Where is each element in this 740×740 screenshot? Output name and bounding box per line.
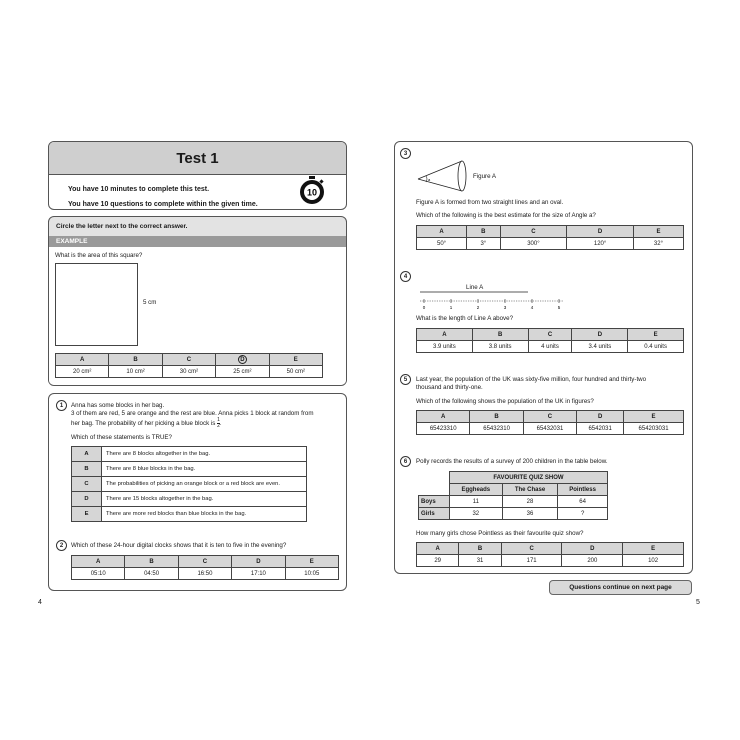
statement-text: There are 15 blocks altogether in the bag.	[102, 492, 307, 507]
q2-question: Which of these 24-hour digital clocks shows that it is ten to five in the evening?	[71, 542, 287, 549]
answer-value: 171	[501, 555, 562, 567]
answer-letter[interactable]: D	[562, 543, 623, 555]
answer-value: 4 units	[528, 341, 572, 353]
answer-value: 102	[623, 555, 684, 567]
column-header: Eggheads	[449, 484, 502, 496]
q5-answer-table	[416, 410, 684, 435]
answer-letter[interactable]: B	[467, 226, 501, 238]
q6-question: How many girls chose Pointless as their favourite quiz show?	[416, 530, 584, 537]
answer-letter[interactable]: D	[567, 226, 634, 238]
fraction: $\frac{1}{2}$	[217, 417, 220, 429]
table-cell: ?	[558, 508, 608, 520]
timer-label: 10	[306, 187, 318, 198]
answer-letter[interactable]: C	[501, 543, 562, 555]
answer-value: 200	[562, 555, 623, 567]
q3-question: Which of the following is the best estimate for the size of Angle a?	[416, 212, 596, 219]
statement-letter[interactable]: B	[72, 462, 102, 477]
answer-letter[interactable]: A	[417, 329, 473, 341]
answer-letter[interactable]: D	[232, 556, 285, 568]
q1-statements-table	[71, 446, 307, 522]
q1-text-line: 3 of them are red, 5 are orange and the rest are blue. Anna picks 1 block at random from	[71, 410, 314, 417]
question-number: 1	[56, 400, 67, 411]
question-number: 2	[56, 540, 67, 551]
quiz-survey-table	[418, 471, 608, 520]
q1-text-line: her bag. The probability of her picking a blue block is $\frac{1}{2}$ .	[71, 417, 222, 429]
answer-letter[interactable]: E	[623, 543, 684, 555]
page-number: 5	[696, 599, 700, 606]
square-figure	[55, 263, 138, 346]
question-number: 6	[400, 456, 411, 467]
answer-value: 3.4 units	[572, 341, 628, 353]
answer-letter[interactable]: B	[472, 329, 528, 341]
q5-question: Which of the following shows the population of the UK in figures?	[416, 398, 594, 405]
answer-value: 65423310	[417, 423, 470, 435]
q3-answer-table	[416, 225, 684, 250]
answer-letter[interactable]: D	[577, 411, 624, 423]
table-title: FAVOURITE QUIZ SHOW	[449, 472, 607, 484]
number-line	[418, 290, 568, 310]
angle-label: a	[428, 177, 431, 182]
instruction-line: You have 10 minutes to complete this test.	[68, 186, 210, 193]
answer-letter[interactable]: C	[500, 226, 567, 238]
answer-value: 50 cm²	[269, 366, 322, 378]
q1-question: Which of these statements is TRUE?	[71, 434, 172, 441]
q1-text	[71, 402, 341, 429]
q2-answer-table	[71, 555, 339, 580]
tick-label: 3	[503, 305, 507, 310]
example-answer-table	[55, 353, 323, 378]
column-header: The Chase	[502, 484, 557, 496]
answer-value: 10:05	[285, 568, 338, 580]
answer-value: 300°	[500, 238, 567, 250]
example-question: What is the area of this square?	[55, 252, 143, 259]
q1-text-line: Anna has some blocks in her bag.	[71, 402, 165, 409]
question-number: 4	[400, 271, 411, 282]
answer-value: 6542031	[577, 423, 624, 435]
answer-value: 65432031	[523, 423, 576, 435]
questions-continue-banner: Questions continue on next page	[549, 580, 692, 595]
tick-label: 1	[449, 305, 453, 310]
answer-letter[interactable]: C	[178, 556, 231, 568]
answer-letter[interactable]: B	[470, 411, 523, 423]
answer-value: 31	[459, 555, 501, 567]
answer-value: 29	[417, 555, 459, 567]
answer-letter[interactable]: E	[628, 329, 684, 341]
answer-value: 30 cm²	[162, 366, 215, 378]
answer-value: 10 cm²	[109, 366, 162, 378]
tick-label: 0	[422, 305, 426, 310]
page-title: Test 1	[49, 142, 346, 175]
answer-letter[interactable]: E	[269, 354, 322, 366]
stopwatch-icon	[297, 175, 327, 205]
answer-value: 04:50	[125, 568, 178, 580]
square-side-label: 5 cm	[143, 299, 157, 306]
figure-label: Figure A	[473, 173, 497, 180]
q5-text-line: Last year, the population of the UK was sixty-five million, four hundred and thirty-two	[416, 376, 647, 383]
statement-text: There are 8 blue blocks in the bag.	[102, 462, 307, 477]
answer-letter[interactable]: A	[72, 556, 125, 568]
statement-letter[interactable]: A	[72, 447, 102, 462]
answer-value: 20 cm²	[56, 366, 109, 378]
tick-label: 5	[557, 305, 561, 310]
answer-value: 65432310	[470, 423, 523, 435]
example-instruction: Circle the letter next to the correct answer.	[56, 223, 188, 230]
answer-value: 0.4 units	[628, 341, 684, 353]
answer-value: 05:10	[72, 568, 125, 580]
answer-letter[interactable]: C	[523, 411, 576, 423]
row-header: Girls	[419, 508, 450, 520]
answer-letter[interactable]: E	[633, 226, 683, 238]
test-instructions	[68, 182, 258, 210]
answer-value: 3°	[467, 238, 501, 250]
answer-letter[interactable]: E	[285, 556, 338, 568]
answer-letter[interactable]: C	[528, 329, 572, 341]
row-header: Boys	[419, 496, 450, 508]
statement-text: There are 8 blocks altogether in the bag.	[102, 447, 307, 462]
table-cell: 11	[449, 496, 502, 508]
q3-text: Figure A is formed from two straight lines and an oval.	[416, 199, 564, 206]
answer-value: 120°	[567, 238, 634, 250]
column-header: Pointless	[558, 484, 608, 496]
q5-text-line: thousand and thirty-one.	[416, 384, 483, 391]
statement-letter[interactable]: C	[72, 477, 102, 492]
q6-answer-table	[416, 542, 684, 567]
question-number: 5	[400, 374, 411, 385]
q6-text: Polly records the results of a survey of 200 children in the table below.	[416, 458, 608, 465]
answer-value: 3.8 units	[472, 341, 528, 353]
line-a-label: Line A	[466, 284, 484, 291]
tick-label: 4	[530, 305, 534, 310]
tick-label: 2	[476, 305, 480, 310]
circled-answer-letter: D	[238, 355, 247, 364]
table-cell: 64	[558, 496, 608, 508]
answer-letter[interactable]: D	[572, 329, 628, 341]
q4-answer-table	[416, 328, 684, 353]
page-number: 4	[38, 599, 42, 606]
answer-letter[interactable]: C	[162, 354, 215, 366]
statement-text: There are more red blocks than blue blocks in the bag.	[102, 507, 307, 522]
statement-letter[interactable]: E	[72, 507, 102, 522]
table-cell: 36	[502, 508, 557, 520]
answer-letter[interactable]: B	[125, 556, 178, 568]
table-cell: 32	[449, 508, 502, 520]
answer-letter[interactable]: B	[459, 543, 501, 555]
table-cell: 28	[502, 496, 557, 508]
q4-question: What is the length of Line A above?	[416, 315, 514, 322]
question-number: 3	[400, 148, 411, 159]
statement-text: The probabilities of picking an orange block or a red block are even.	[102, 477, 307, 492]
answer-value: 3.9 units	[417, 341, 473, 353]
example-header: EXAMPLE	[49, 236, 346, 247]
answer-letter[interactable]: A	[417, 226, 467, 238]
answer-letter[interactable]: A	[56, 354, 109, 366]
answer-value: 32°	[633, 238, 683, 250]
answer-value: 654203031	[624, 423, 684, 435]
q5-text	[416, 376, 688, 392]
answer-value: 17:10	[232, 568, 285, 580]
statement-letter[interactable]: D	[72, 492, 102, 507]
answer-letter[interactable]: A	[417, 411, 470, 423]
answer-value: 50°	[417, 238, 467, 250]
answer-value: 25 cm²	[216, 366, 269, 378]
instruction-line: You have 10 questions to complete within the given time.	[68, 201, 258, 208]
answer-letter[interactable]: A	[417, 543, 459, 555]
figure-a-diagram	[416, 158, 471, 194]
answer-letter[interactable]: E	[624, 411, 684, 423]
answer-letter[interactable]: B	[109, 354, 162, 366]
answer-value: 16:50	[178, 568, 231, 580]
